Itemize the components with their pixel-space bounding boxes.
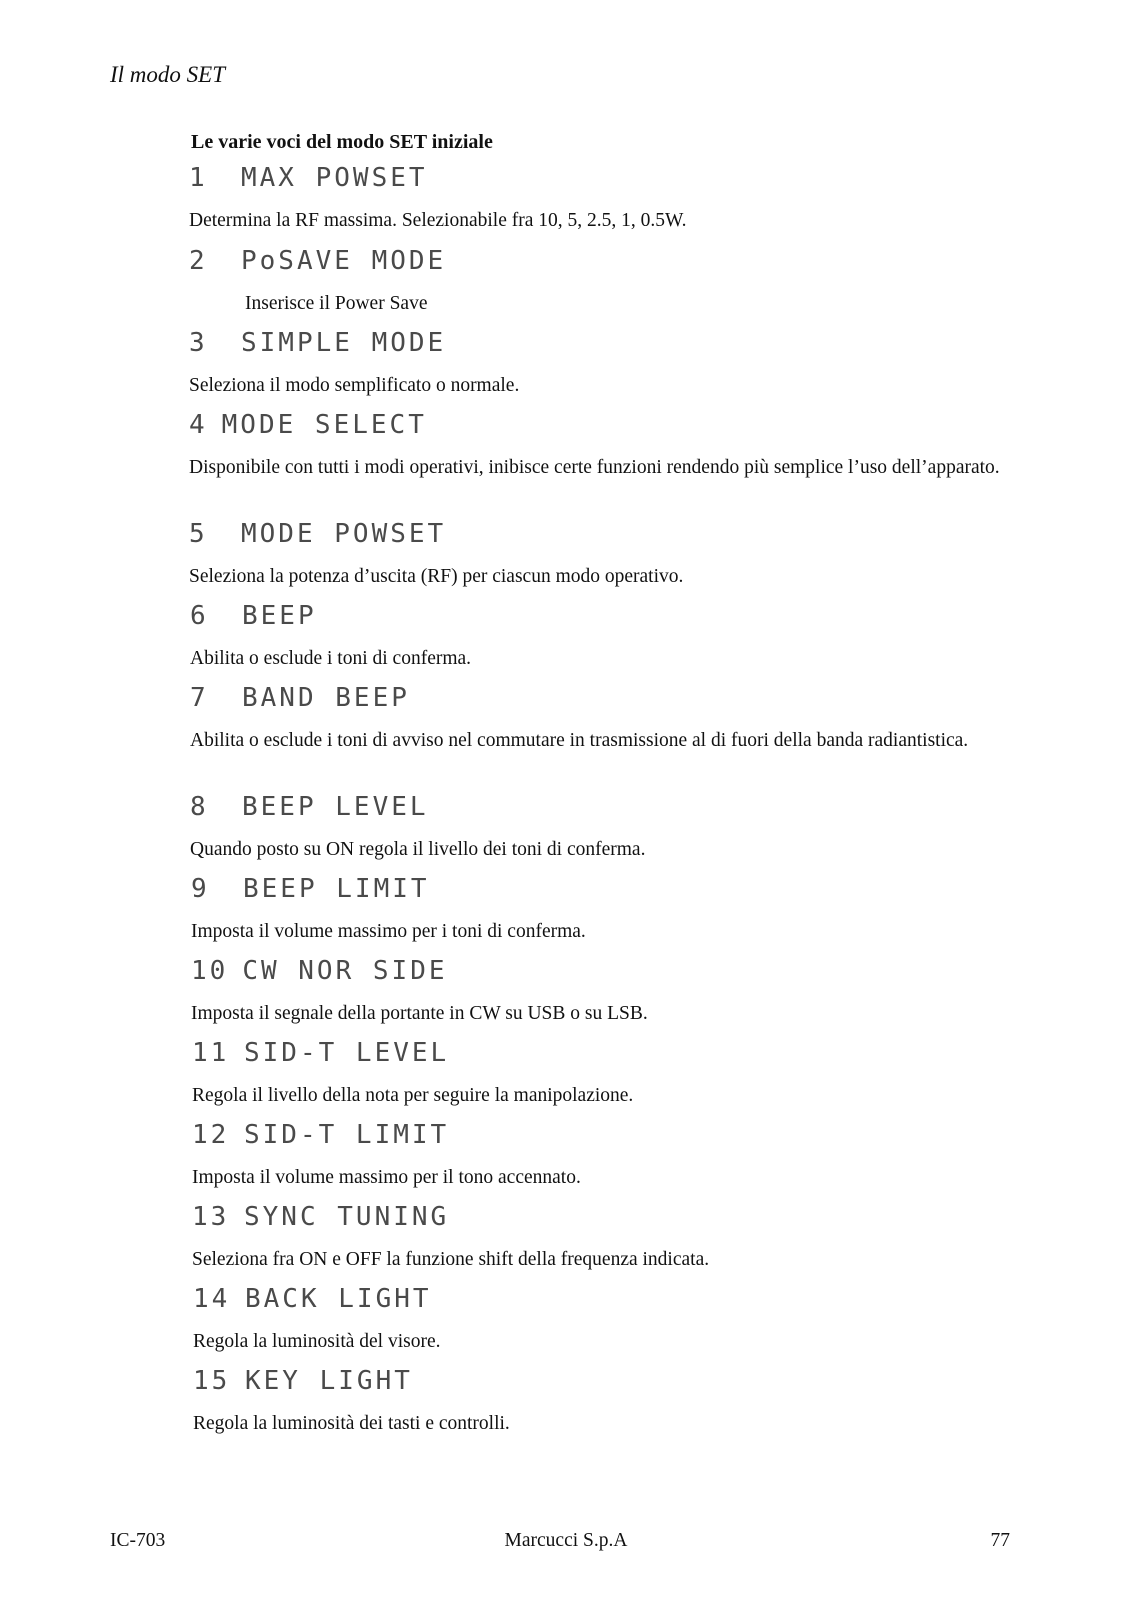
lcd-code <box>190 792 1050 822</box>
entry-description: Abilita o esclude i toni di conferma. <box>190 648 472 669</box>
set-entry <box>192 1120 1052 1192</box>
lcd-code <box>191 874 1051 904</box>
entry-code: SID-T LIMIT <box>244 1120 450 1150</box>
set-entry <box>191 874 1051 946</box>
set-entry <box>189 410 1049 482</box>
lcd-code <box>189 163 1049 193</box>
entry-code: SYNC TUNING <box>244 1202 450 1232</box>
set-entry <box>189 246 1049 318</box>
entry-description: Quando posto su ON regola il livello dei toni di conferma. <box>190 839 646 860</box>
entry-code: SIMPLE MODE <box>241 328 447 358</box>
lcd-code <box>189 328 1049 358</box>
lcd-code <box>193 1366 1053 1396</box>
entry-description: Regola il livello della nota per seguire la manipolazione. <box>192 1085 634 1106</box>
lcd-code <box>192 1038 1052 1068</box>
set-entry <box>191 956 1051 1028</box>
entry-description: Imposta il volume massimo per il tono accennato. <box>192 1167 581 1188</box>
lcd-code <box>192 1120 1052 1150</box>
entry-code: KEY LIGHT <box>245 1366 413 1396</box>
lcd-code <box>189 410 1049 440</box>
entry-number: 7 <box>190 683 209 713</box>
entry-number: 4 <box>189 410 208 440</box>
lcd-code <box>192 1202 1052 1232</box>
entry-number: 11 <box>192 1038 230 1068</box>
page-number: 77 <box>990 1530 1010 1551</box>
entry-code: MODE SELECT <box>221 410 427 440</box>
set-entry <box>189 519 1049 591</box>
entry-code: BACK LIGHT <box>245 1284 432 1314</box>
lcd-code <box>190 683 1050 713</box>
entry-code: PoSAVE MODE <box>241 246 447 276</box>
entry-description: Abilita o esclude i toni di avviso nel commutare in trasmissione al di fuori della banda radiantistica. <box>190 730 969 751</box>
set-entry <box>189 328 1049 400</box>
entry-description: Inserisce il Power Save <box>245 293 428 314</box>
entry-description: Seleziona il modo semplificato o normale. <box>189 375 520 396</box>
entry-code: MODE POWSET <box>241 519 447 549</box>
entry-number: 13 <box>192 1202 230 1232</box>
entry-code: CW NOR SIDE <box>242 956 448 986</box>
entry-number: 1 <box>189 163 208 193</box>
section-heading: Le varie voci del modo SET iniziale <box>191 131 493 153</box>
footer-company: Marcucci S.p.A <box>504 1530 628 1551</box>
footer-model: IC-703 <box>110 1530 166 1551</box>
entry-code: BEEP LIMIT <box>243 874 430 904</box>
set-entry <box>189 163 1049 235</box>
entry-code: SID-T LEVEL <box>244 1038 450 1068</box>
set-entry <box>193 1284 1053 1356</box>
entry-description: Seleziona la potenza d’uscita (RF) per ciascun modo operativo. <box>189 566 684 587</box>
entry-description: Determina la RF massima. Selezionabile fra 10, 5, 2.5, 1, 0.5W. <box>189 210 687 231</box>
entry-number: 12 <box>192 1120 230 1150</box>
entry-code: BEEP LEVEL <box>242 792 429 822</box>
lcd-code <box>191 956 1051 986</box>
entry-code: BEEP <box>242 601 317 631</box>
set-entry <box>192 1038 1052 1110</box>
entry-number: 14 <box>193 1284 231 1314</box>
page-title: Il modo SET <box>110 62 225 87</box>
set-entry <box>190 601 1050 673</box>
entry-number: 10 <box>191 956 229 986</box>
entry-number: 8 <box>190 792 209 822</box>
set-entry <box>190 792 1050 864</box>
entry-description: Seleziona fra ON e OFF la funzione shift della frequenza indicata. <box>192 1249 710 1270</box>
entry-code: BAND BEEP <box>242 683 410 713</box>
entry-number: 3 <box>189 328 208 358</box>
set-entry <box>193 1366 1053 1438</box>
entry-description: Disponibile con tutti i modi operativi, inibisce certe funzioni rendendo più semplice l’uso dell’apparato. <box>189 457 1000 478</box>
lcd-code <box>193 1284 1053 1314</box>
entry-description: Regola la luminosità dei tasti e controlli. <box>193 1413 510 1434</box>
lcd-code <box>189 519 1049 549</box>
entry-description: Imposta il segnale della portante in CW su USB o su LSB. <box>191 1003 648 1024</box>
entry-description: Imposta il volume massimo per i toni di conferma. <box>191 921 586 942</box>
entry-number: 6 <box>190 601 209 631</box>
set-entry <box>190 683 1050 755</box>
entry-code: MAX POWSET <box>241 163 428 193</box>
lcd-code <box>189 246 1049 276</box>
set-entry <box>192 1202 1052 1274</box>
entry-number: 15 <box>193 1366 231 1396</box>
entry-number: 2 <box>189 246 208 276</box>
entry-description: Regola la luminosità del visore. <box>193 1331 441 1352</box>
entry-number: 5 <box>189 519 208 549</box>
lcd-code <box>190 601 1050 631</box>
entry-number: 9 <box>191 874 210 904</box>
